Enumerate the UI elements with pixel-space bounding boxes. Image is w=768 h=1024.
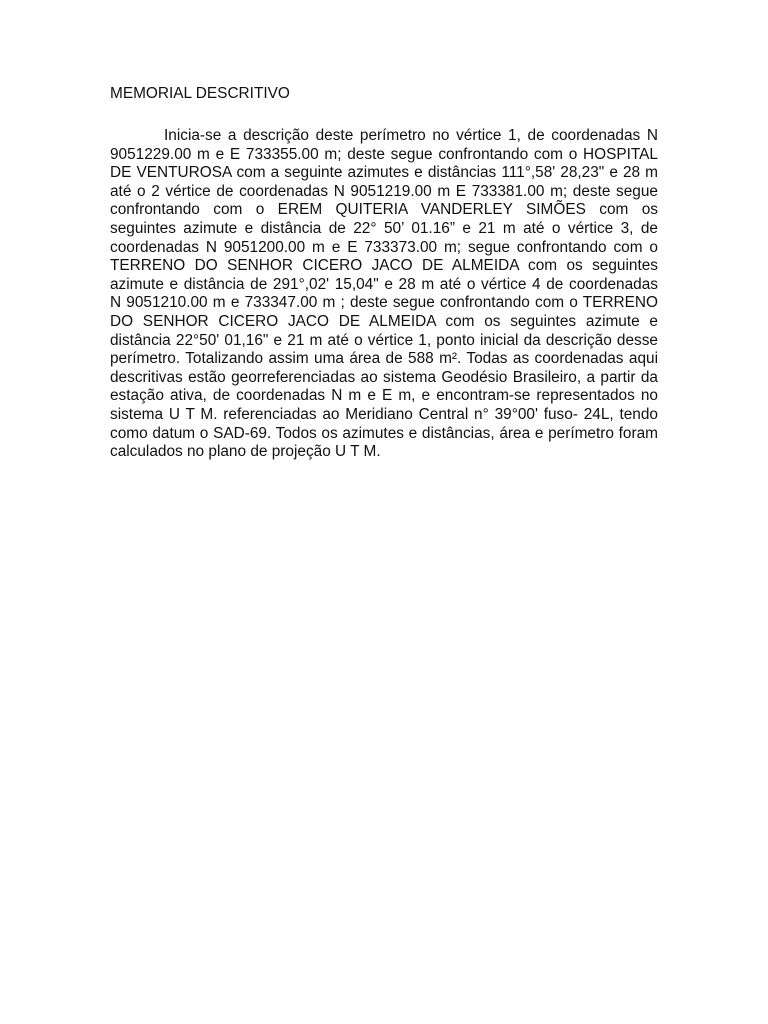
body-line: até o 2 vértice de coordenadas N 9051219.00 m E 733381.00 m; deste segue <box>110 182 658 200</box>
document-title: MEMORIAL DESCRITIVO <box>110 85 290 102</box>
body-line: como datum o SAD-69. Todos os azimutes e distâncias, área e perímetro foram <box>110 424 658 442</box>
body-line: calculados no plano de projeção U T M. <box>110 443 381 461</box>
body-line: confrontando com o EREM QUITERIA VANDERLEY SIMÕES com os <box>110 201 658 219</box>
body-line: sistema U T M. referenciadas ao Meridiano Central n° 39°00' fuso- 24L, tendo <box>110 405 658 423</box>
body-line: DE VENTUROSA com a seguinte azimutes e distâncias 111°,58' 28,23" e 28 m <box>110 164 658 182</box>
body-line: estação ativa, de coordenadas N m e E m, e encontram-se representados no <box>110 387 658 405</box>
body-line: N 9051210.00 m e 733347.00 m ; deste segue confrontando com o TERRENO <box>110 294 658 312</box>
body-line: coordenadas N 9051200.00 m e E 733373.00 m; segue confrontando com o <box>110 238 658 256</box>
body-line: TERRENO DO SENHOR CICERO JACO DE ALMEIDA com os seguintes <box>110 257 658 275</box>
body-line: perímetro. Totalizando assim uma área de 588 m². Todas as coordenadas aqui <box>110 350 658 368</box>
body-line: 9051229.00 m e E 733355.00 m; deste segue confrontando com o HOSPITAL <box>110 145 658 163</box>
body-line: distância 22°50' 01,16" e 21 m até o vértice 1, ponto inicial da descrição desse <box>110 331 658 349</box>
body-line: descritivas estão georreferenciadas ao sistema Geodésio Brasileiro, a partir da <box>110 368 658 386</box>
body-line: azimute e distância de 291°,02' 15,04" e 28 m até o vértice 4 de coordenadas <box>110 275 658 293</box>
body-line: DO SENHOR CICERO JACO DE ALMEIDA com os seguintes azimute e <box>110 312 658 330</box>
document-body <box>110 127 658 462</box>
body-line: Inicia-se a descrição deste perímetro no vértice 1, de coordenadas N <box>164 127 658 144</box>
body-line: seguintes azimute e distância de 22° 50’ 01.16” e 21 m até o vértice 3, de <box>110 219 658 237</box>
